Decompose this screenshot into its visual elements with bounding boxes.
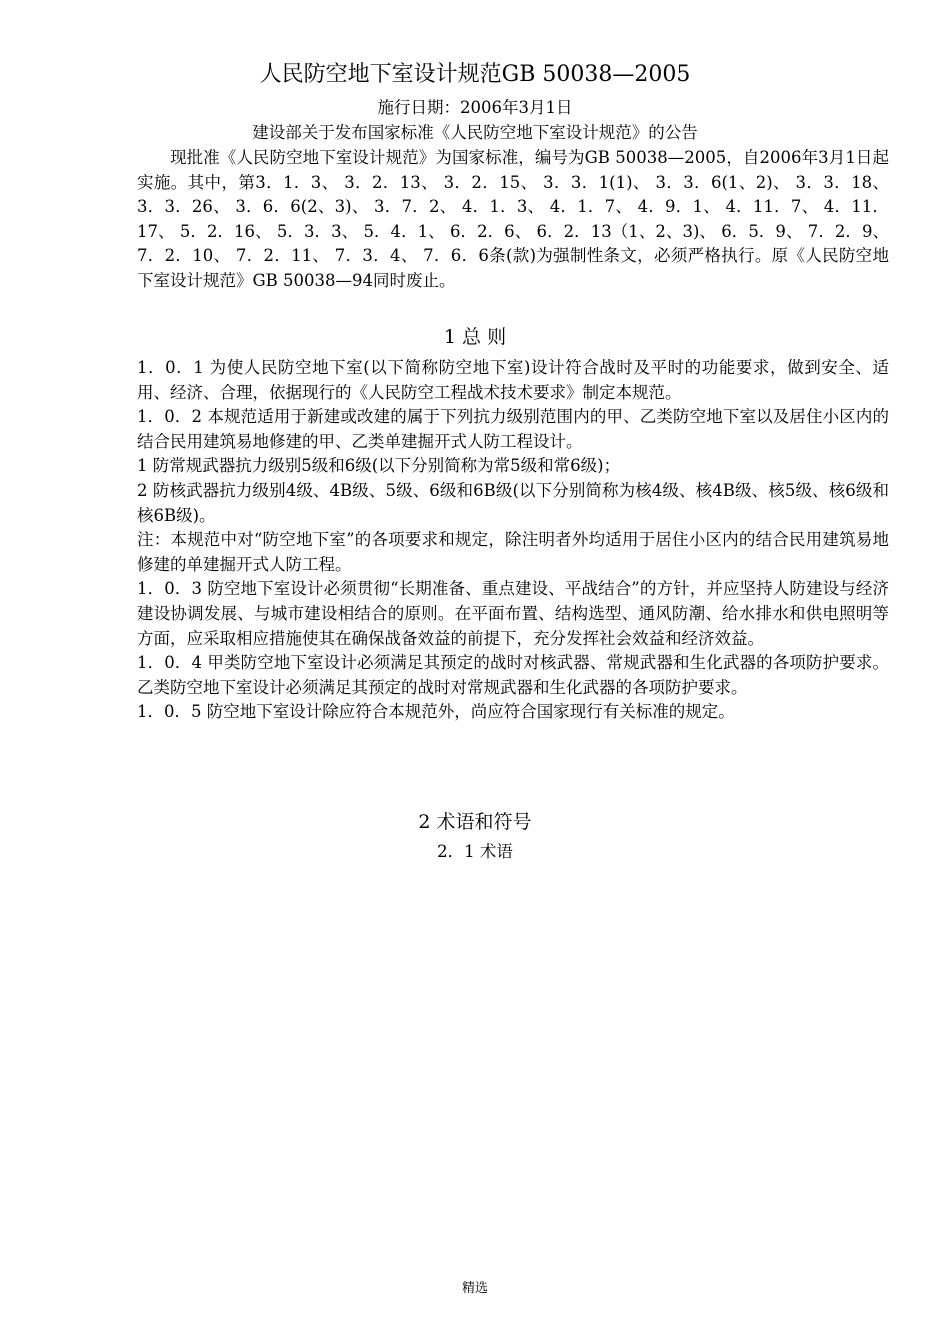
chapter-1-body [137, 356, 889, 725]
document-title: 人民防空地下室设计规范GB 50038—2005 [259, 62, 691, 87]
clause-1-0-2-item-2: 2 防核武器抗力级别4级、4B级、5级、6级和6B级(以下分别简称为核4级、核4B级、核5级、核6级和核6B级)。 [137, 480, 889, 525]
announcement-title: 建设部关于发布国家标准《人民防空地下室设计规范》的公告 [252, 123, 698, 142]
page-footer: 精选 [461, 1281, 488, 1296]
chapter-2-heading: 2 术语和符号 [418, 811, 532, 833]
clause-1-0-2-note: 注：本规范中对“防空地下室”的各项要求和规定，除注明者外均适用于居住小区内的结合民用建筑易地修建的单建掘开式人防工程。 [137, 530, 889, 574]
clause-1-0-3: 1．0．3 防空地下室设计必须贯彻“长期准备、重点建设、平战结合”的方针，并应坚持人防建设与经济建设协调发展、与城市建设相结合的原则。在平面布置、结构选型、通风防潮、给水排水和供电照明等方面，应采取相应措施使其在确保战备效益的前提下，充分发挥社会效益和经济效益。 [137, 579, 889, 648]
chapter-1-heading: 1 总 则 [443, 326, 507, 348]
announcement-body-block [137, 146, 889, 294]
announcement-body: 现批准《人民防空地下室设计规范》为国家标准，编号为GB 50038—2005，自2006年3月1日起实施。其中，第3．1．3、 3．2．13、 3．2．15、 3．3．1(1)、 3．3．6(1、2)、 3．3．18、 3．3．26、 3．6．6(2、3)、 3．7．2、 4．1．3、 4．1．7、 4．9．1、 4．11．7、 4．11．17、 5．2．16、 5．3．3、 5．4．1、 6．2．6、 6．2．13（1、2、3)、 6．5．9、 7．2．9、 7．2．10、 7．2．11、 7．3．4、 7．6．6条(款)为强制性条文，必须严格执行。原《人民防空地下室设计规范》GB 50038—94同时废止。 [137, 148, 889, 290]
clause-1-0-5: 1．0．5 防空地下室设计除应符合本规范外，尚应符合国家现行有关标准的规定。 [137, 702, 735, 722]
clause-1-0-4: 1．0．4 甲类防空地下室设计必须满足其预定的战时对核武器、常规武器和生化武器的各项防护要求。乙类防空地下室设计必须满足其预定的战时对常规武器和生化武器的各项防护要求。 [137, 653, 889, 697]
clause-1-0-1: 1．0．1 为使人民防空地下室(以下简称防空地下室)设计符合战时及平时的功能要求，做到安全、适用、经济、合理，依据现行的《人民防空工程战术技术要求》制定本规范。 [137, 358, 889, 402]
section-2-1-heading: 2．1 术语 [437, 842, 513, 861]
effective-date: 施行日期：2006年3月1日 [377, 98, 573, 117]
clause-1-0-2: 1．0．2 本规范适用于新建或改建的属于下列抗力级别范围内的甲、乙类防空地下室以及居住小区内的结合民用建筑易地修建的甲、乙类单建掘开式人防工程设计。 [137, 407, 889, 451]
clause-1-0-2-item-1: 1 防常规武器抗力级别5级和6级(以下分别简称为常5级和常6级)； [137, 456, 621, 476]
